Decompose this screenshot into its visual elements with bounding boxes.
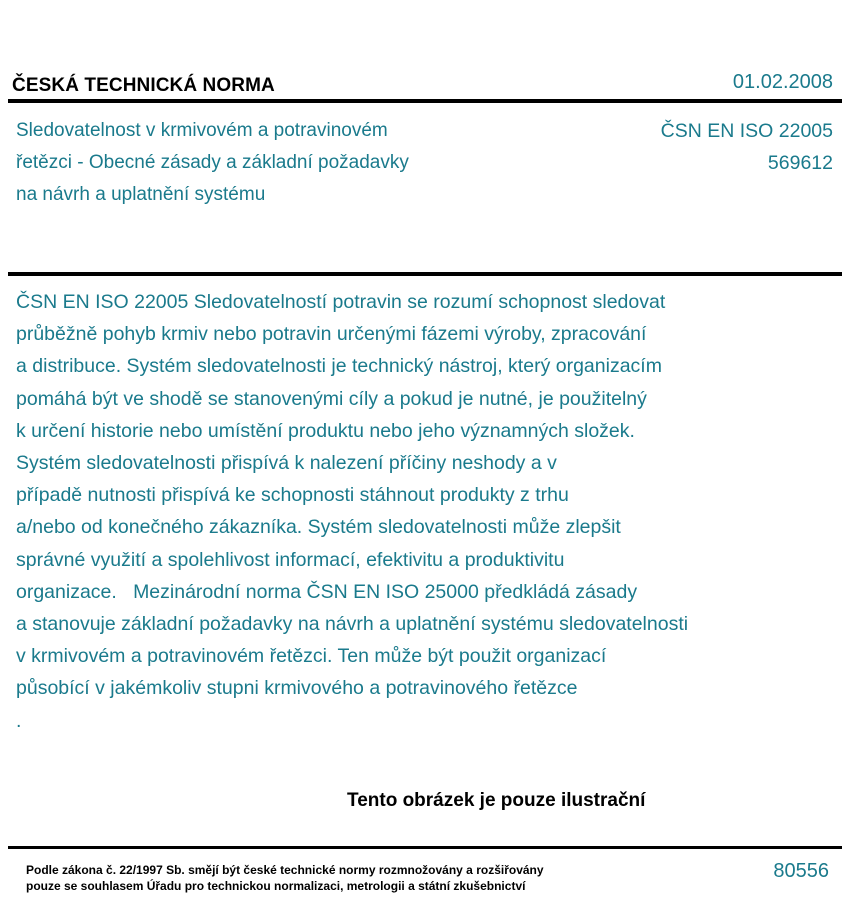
abstract-text: [16, 286, 796, 737]
illustration-disclaimer: Tento obrázek je pouze ilustrační: [347, 790, 646, 811]
norm-title: [16, 115, 536, 211]
catalog-number: 80556: [773, 860, 829, 882]
title-line: Sledovatelnost v krmivovém a potravinovém: [16, 120, 388, 141]
abstract-line: v krmivovém a potravinovém řetězci. Ten může být použit organizací: [16, 645, 607, 668]
abstract-line: a distribuce. Systém sledovatelnosti je technický nástroj, který organizacím: [16, 355, 662, 378]
abstract-line: ČSN EN ISO 22005 Sledovatelností potravin se rozumí schopnost sledovat: [16, 291, 666, 313]
abstract-line: Systém sledovatelnosti přispívá k nalezení příčiny neshody a v: [16, 452, 557, 475]
title-line: na návrh a uplatnění systému: [16, 184, 266, 205]
copyright-note: [26, 862, 544, 894]
publication-date: 01.02.2008: [732, 71, 833, 93]
header-divider: [8, 99, 842, 103]
abstract-line: průběžně pohyb krmiv nebo potravin určenými fázemi výroby, zpracování: [16, 323, 647, 346]
abstract-line: k určení historie nebo umístění produktu nebo jeho významných složek.: [16, 419, 635, 442]
abstract-line: správné využití a spolehlivost informací, efektivitu a produktivitu: [16, 548, 565, 571]
norm-designation: ČSN EN ISO 22005: [660, 120, 833, 142]
abstract-line: a stanovuje základní požadavky na návrh a uplatnění systému sledovatelnosti: [16, 613, 689, 636]
abstract-line: působící v jakémkoliv stupni krmivového a potravinového řetězce: [16, 677, 578, 700]
abstract-line: pomáhá být ve shodě se stanovenými cíly a pokud je nutné, je použitelný: [16, 387, 647, 410]
norm-identifier: [661, 115, 833, 179]
copyright-line: Podle zákona č. 22/1997 Sb. smějí být české technické normy rozmnožovány a rozšiřovány: [26, 863, 544, 877]
title-line: řetězci - Obecné zásady a základní požadavky: [16, 152, 409, 173]
abstract-line: organizace. Mezinárodní norma ČSN EN ISO 25000 předkládá zásady: [16, 580, 638, 603]
footer-divider: [8, 846, 842, 849]
title-divider: [8, 272, 842, 276]
document-type-label: ČESKÁ TECHNICKÁ NORMA: [12, 75, 275, 96]
copyright-line: pouze se souhlasem Úřadu pro technickou normalizaci, metrologii a státní zkušebnictví: [26, 879, 526, 893]
abstract-line: a/nebo od konečného zákazníka. Systém sledovatelnosti může zlepšit: [16, 516, 621, 539]
abstract-line: případě nutnosti přispívá ke schopnosti stáhnout produkty z trhu: [16, 484, 569, 507]
norm-class-number: 569612: [767, 152, 833, 174]
abstract-line: .: [16, 709, 22, 732]
